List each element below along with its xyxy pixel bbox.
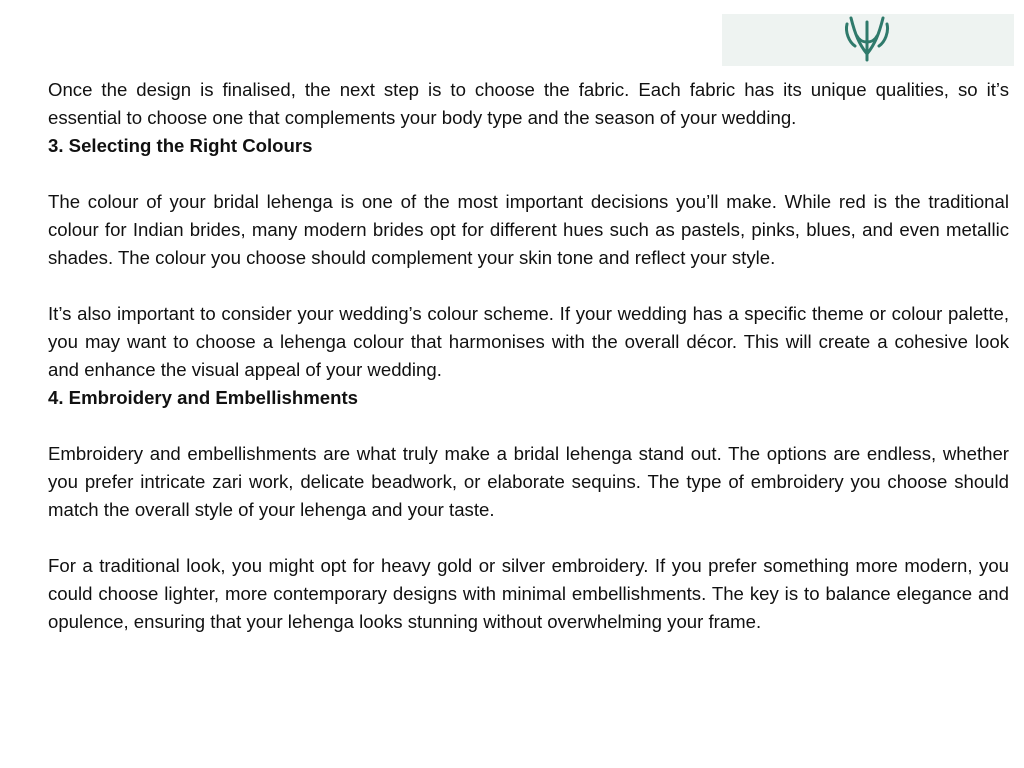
- document-body: [48, 76, 1009, 636]
- paragraph-embroidery-style: For a traditional look, you might opt for heavy gold or silver embroidery. If you prefer something more modern, you could choose lighter, more contemporary designs with minimal embellishments. The key is to balance elegance and opulence, ensuring that your lehenga looks stunning without overwhelming your frame.: [48, 555, 1009, 632]
- paragraph-colour-scheme: It’s also important to consider your wedding’s colour scheme. If your wedding has a specific theme or colour palette, you may want to choose a lehenga colour that harmonises with the overall décor. This will create a cohesive look and enhance the visual appeal of your wedding.: [48, 303, 1009, 380]
- heading-embroidery: 4. Embroidery and Embellishments: [48, 387, 358, 408]
- paragraph-fabric: Once the design is finalised, the next step is to choose the fabric. Each fabric has its unique qualities, so it’s essential to choose one that complements your body type and the season of your wedding.: [48, 79, 1009, 128]
- paragraph-embroidery-options: Embroidery and embellishments are what truly make a bridal lehenga stand out. The options are endless, whether you prefer intricate zari work, delicate beadwork, or elaborate sequins. The type of embroidery you choose should match the overall style of your lehenga and your taste.: [48, 443, 1009, 520]
- paragraph-colour-choice: The colour of your bridal lehenga is one of the most important decisions you’ll make. While red is the traditional colour for Indian brides, many modern brides opt for different hues such as pastels, pinks, blues, and even metallic shades. The colour you choose should complement your skin tone and reflect your style.: [48, 191, 1009, 268]
- header-logo-banner: [722, 14, 1014, 66]
- heading-selecting-colours: 3. Selecting the Right Colours: [48, 135, 313, 156]
- ornamental-w-monogram-icon: [837, 14, 897, 66]
